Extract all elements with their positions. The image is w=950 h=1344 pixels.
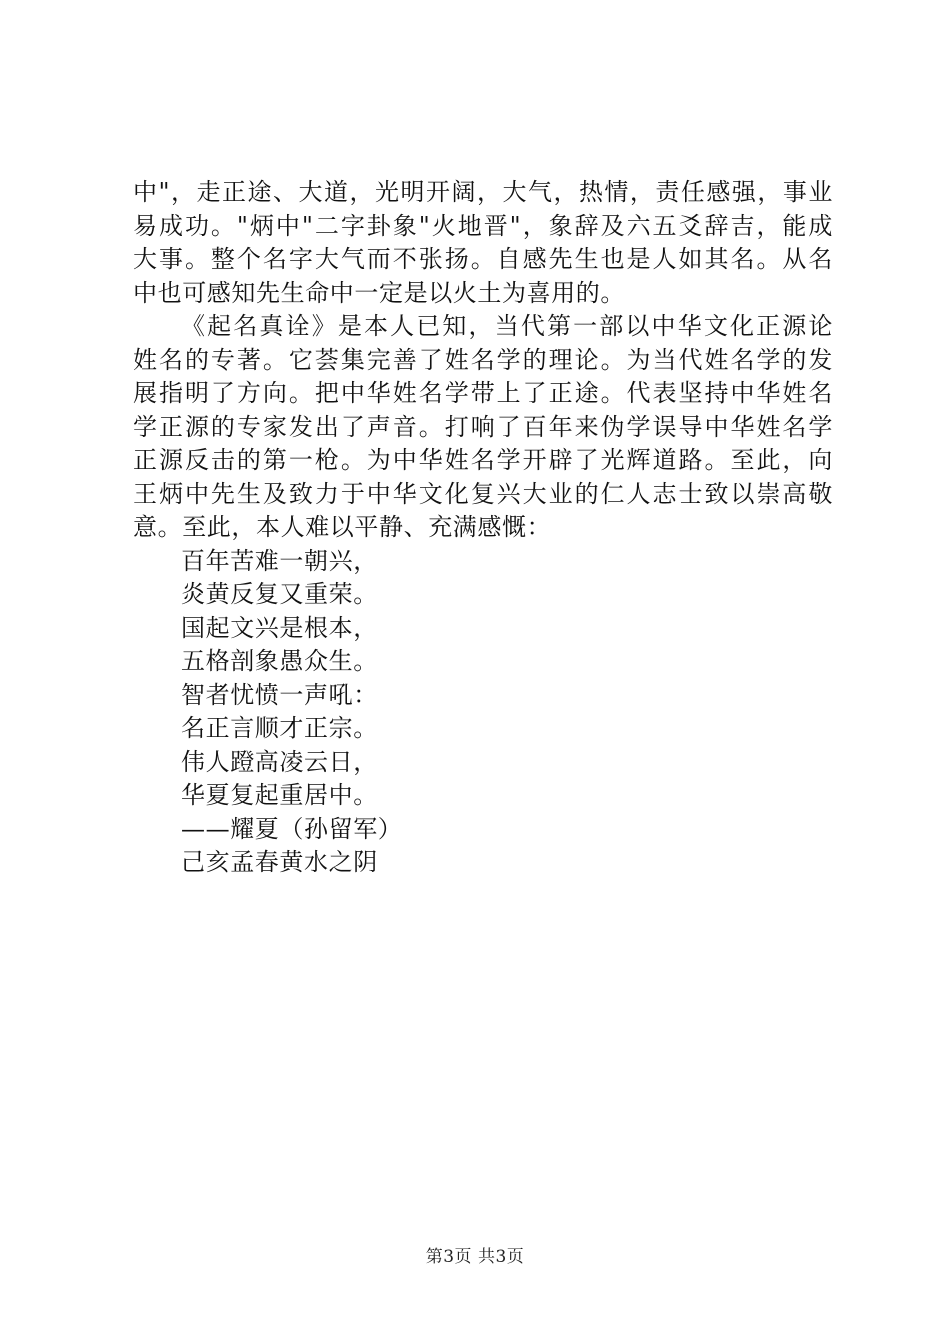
text-line: 意。至此，本人难以平静、充满感慨：	[133, 513, 552, 541]
date-place: 己亥孟春黄水之阴	[181, 848, 378, 876]
text-line: 中也可感知先生命中一定是以火土为喜用的。	[133, 278, 625, 307]
text-line: 王炳中先生及致力于中华文化复兴大业的仁人志士致以崇高敬	[133, 479, 833, 508]
poem	[133, 545, 833, 880]
document-body	[133, 176, 833, 880]
page-footer	[0, 1242, 950, 1267]
text-line: 正源反击的第一枪。为中华姓名学开辟了光辉道路。至此，向	[133, 446, 833, 474]
poem-line: 国起文兴是根本，	[181, 613, 378, 642]
paragraph-1	[133, 176, 833, 310]
page-number: 第3页 共3页	[425, 1247, 525, 1267]
text-line: 姓名的专著。它荟集完善了姓名学的理论。为当代姓名学的发	[133, 345, 833, 374]
poem-line: 百年苦难一朝兴，	[181, 546, 378, 575]
poem-line: 名正言顺才正宗。	[181, 714, 378, 742]
paragraph-2	[133, 310, 833, 545]
poem-line: 伟人蹬高凌云日，	[181, 747, 378, 776]
poem-line: 华夏复起重居中。	[181, 781, 378, 809]
poem-line: 智者忧愤一声吼：	[181, 680, 378, 709]
text-line: 《起名真诠》是本人已知，当代第一部以中华文化正源论	[181, 312, 833, 340]
text-line: 大事。整个名字大气而不张扬。自感先生也是人如其名。从名	[133, 245, 833, 273]
poem-line: 炎黄反复又重荣。	[181, 580, 378, 608]
signature: ——耀夏（孙留军）	[181, 814, 403, 843]
text-line: 展指明了方向。把中华姓名学带上了正途。代表坚持中华姓名	[133, 379, 833, 407]
text-line: 易成功。"炳中"二字卦象"火地晋"，象辞及六五爻辞吉，能成	[133, 211, 833, 240]
text-line: 中"，走正途、大道，光明开阔，大气，热情，责任感强，事业	[133, 178, 833, 206]
text-line: 学正源的专家发出了声音。打响了百年来伪学误导中华姓名学	[133, 412, 833, 441]
poem-line: 五格剖象愚众生。	[181, 647, 378, 675]
